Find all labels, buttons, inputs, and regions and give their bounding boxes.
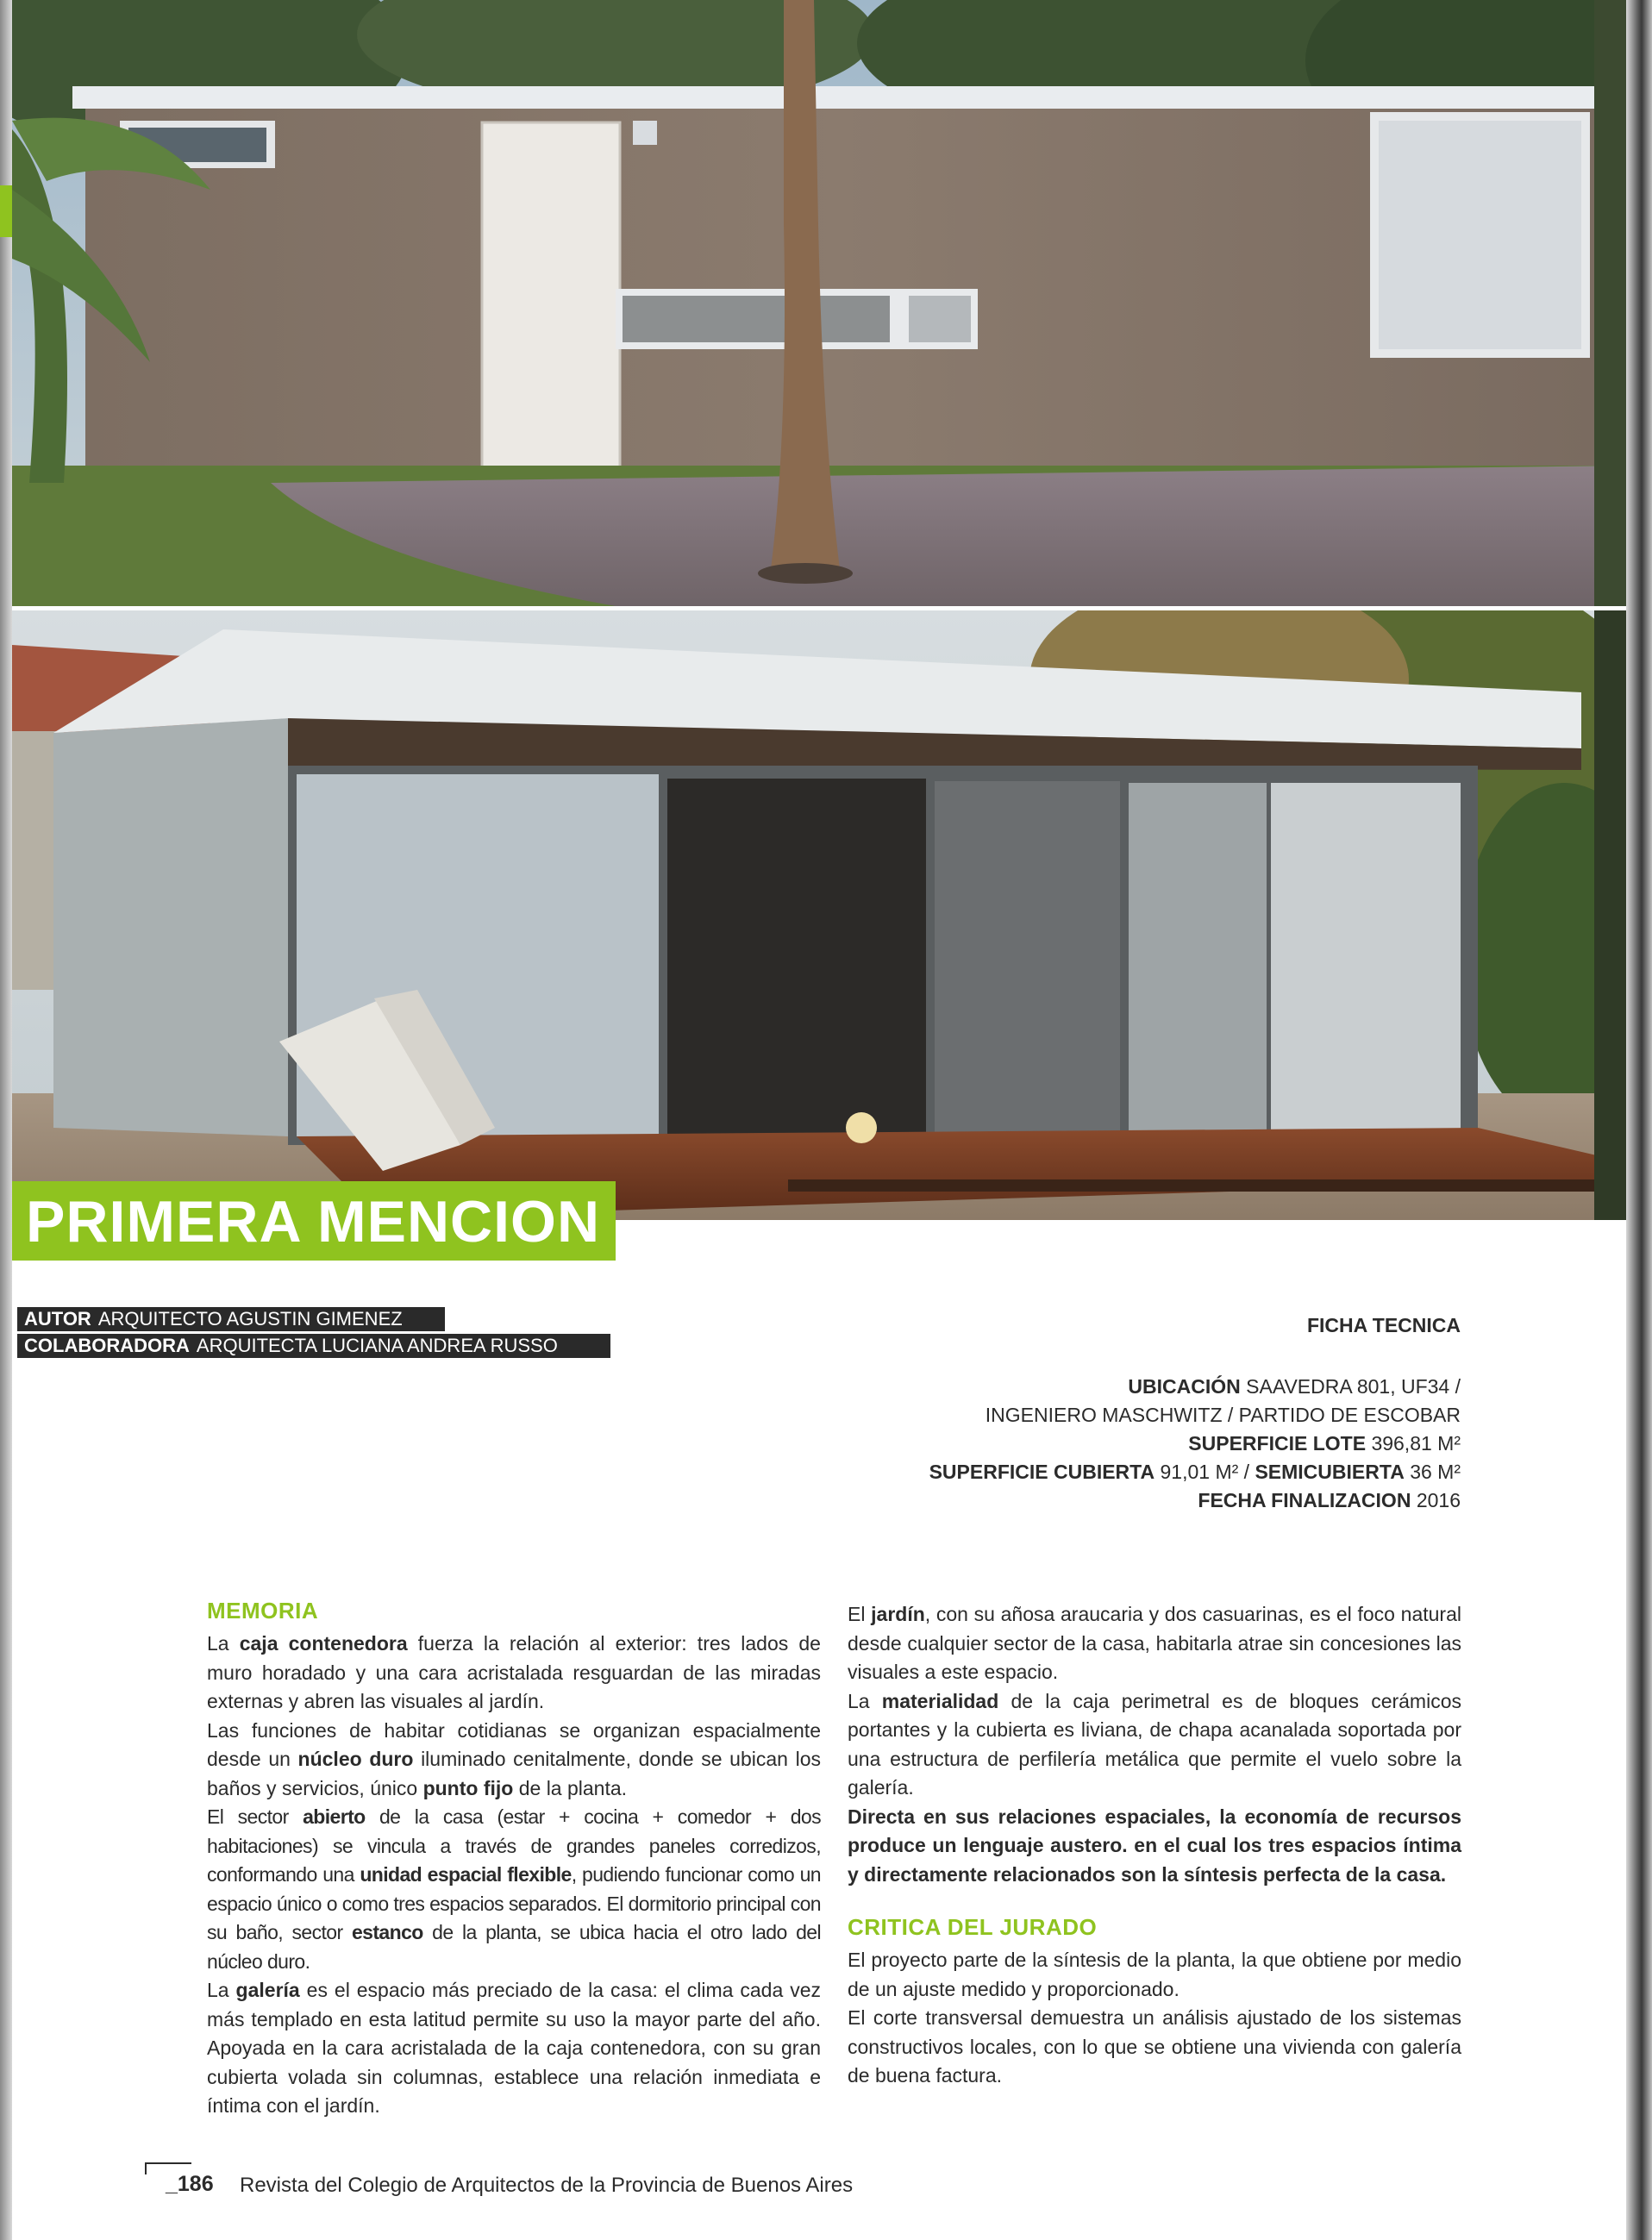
critica-paragraph-2: El corte transversal demuestra un análisis ajustado de los sistemas constructivos locales, con lo que se obtiene una vivienda con galería de buena factura. xyxy=(848,2006,1461,2087)
memoria-text xyxy=(207,1630,821,2121)
right-paragraph-2 xyxy=(848,1687,1461,1803)
ficha-ubicacion-label: UBICACIÓN xyxy=(1128,1375,1241,1398)
text-run: El xyxy=(848,1603,872,1625)
text-run: iluminado cenitalmente, donde se ubican los baños y servicios, único xyxy=(207,1748,821,1799)
text-run: de la caja perimetral es de bloques cerámicos portantes y la cubierta es liviana, de chapa acanalada soportada por una estructura de perfilería metálica que permite el vuelo sobre la galería. xyxy=(848,1689,1461,1799)
ficha-fecha-label: FECHA FINALIZACION xyxy=(1198,1489,1411,1511)
scan-left-edge xyxy=(0,0,12,2240)
ficha-lote-value: 396,81 M² xyxy=(1371,1432,1461,1455)
ficha-superficie-cubierta xyxy=(929,1461,1461,1484)
ficha-ubicacion xyxy=(1128,1375,1461,1398)
text-run: El sector xyxy=(207,1805,303,1828)
page-number: _186 xyxy=(166,2172,214,2196)
critica-paragraph-1: El proyecto parte de la síntesis de la planta, la que obtiene por medio de un ajuste medido y proporcionado. xyxy=(848,1949,1461,2000)
memoria-paragraph-2 xyxy=(207,1717,821,1804)
footer-rule xyxy=(145,2162,191,2164)
text-run-bold: abierto xyxy=(303,1805,366,1828)
text-run-bold: unidad espacial flexible xyxy=(360,1863,572,1886)
right-paragraph-3: Directa en sus relaciones espaciales, la economía de recursos produce un lenguaje austero. en el cual los tres espacios íntima y directamente relacionados son la síntesis perfecta de la casa. xyxy=(848,1805,1461,1886)
footer-rule-tick xyxy=(145,2162,147,2174)
ficha-lote-label: SUPERFICIE LOTE xyxy=(1188,1432,1367,1455)
photo-house-facade xyxy=(12,0,1626,606)
ficha-ubicacion-line-2: INGENIERO MASCHWITZ / PARTIDO DE ESCOBAR xyxy=(985,1404,1461,1426)
text-run-bold: punto fijo xyxy=(422,1776,514,1799)
text-run: , con su añosa araucaria y dos casuarinas, es el foco natural desde cualquier sector de la casa, habitarla atrae sin concesiones las visuales a este espacio. xyxy=(848,1603,1461,1683)
text-run-bold: caja contenedora xyxy=(239,1632,408,1655)
text-run: es el espacio más preciado de la casa: el clima cada vez más templado en esta latitud permite su uso la mayor parte del año. Apoyada en la cara acristalada de la caja contenedora, con su gran cubierta volada sin columnas, establece una relación inmediata e íntima con el jardín. xyxy=(207,1979,821,2117)
ficha-cubierta-label: SUPERFICIE CUBIERTA xyxy=(929,1461,1155,1483)
text-run: , pudiendo funcionar como un espacio único o como tres espacios separados. El dormitorio principal con su baño, sector xyxy=(207,1863,821,1943)
ficha-superficie-lote xyxy=(1188,1432,1461,1455)
text-run-bold: jardín xyxy=(871,1603,925,1625)
right-paragraph-1 xyxy=(848,1600,1461,1687)
text-run-bold: galería xyxy=(235,1979,300,2001)
credit-collaborator xyxy=(17,1334,610,1358)
text-run: fuerza la relación al exterior: tres lados de muro horadado y una cara acristalada resguardan de las miradas externas y abren las visuales al jardín. xyxy=(207,1632,821,1712)
text-run: La xyxy=(207,1632,240,1655)
ficha-ubicacion-value-1: SAAVEDRA 801, UF34 / xyxy=(1246,1375,1461,1398)
credit-author-label: AUTOR xyxy=(24,1308,91,1330)
photo-house-gallery xyxy=(12,610,1626,1220)
memoria-paragraph-3 xyxy=(207,1803,821,1976)
text-run: La xyxy=(848,1689,882,1712)
ficha-fecha xyxy=(1198,1489,1461,1512)
text-run-bold: núcleo duro xyxy=(297,1748,414,1770)
memoria-continued-text xyxy=(848,1600,1461,1889)
credit-collaborator-label: COLABORADORA xyxy=(24,1335,190,1356)
text-run: de la casa (estar + cocina + comedor + dos habitaciones) se vincula a través de grandes paneles corredizos, conformando una xyxy=(207,1805,821,1886)
critica-heading: CRITICA DEL JURADO xyxy=(848,1914,1098,1940)
journal-name: Revista del Colegio de Arquitectos de la Provincia de Buenos Aires xyxy=(240,2174,854,2197)
award-badge xyxy=(12,1181,616,1261)
text-run: Las funciones de habitar cotidianas se organizan espacialmente desde un xyxy=(207,1718,821,1770)
text-run: La xyxy=(207,1979,236,2001)
green-edge-tab xyxy=(0,185,12,237)
text-run-bold: materialidad xyxy=(881,1689,999,1712)
text-run: de la planta, se ubica hacia el otro lado del núcleo duro. xyxy=(207,1921,821,1973)
credit-collaborator-value: ARQUITECTA LUCIANA ANDREA RUSSO xyxy=(196,1335,558,1356)
scan-right-edge xyxy=(1626,0,1652,2240)
critica-text xyxy=(848,1946,1461,2091)
ficha-cubierta-value: 91,01 M² / xyxy=(1160,1461,1250,1483)
text-run-bold: estanco xyxy=(351,1921,423,1943)
credit-author xyxy=(17,1307,445,1331)
text-run: de la planta. xyxy=(513,1776,628,1799)
award-title: PRIMERA MENCION xyxy=(26,1189,601,1255)
memoria-heading: MEMORIA xyxy=(207,1598,319,1624)
ficha-tecnica-title: FICHA TECNICA xyxy=(1306,1314,1461,1336)
ficha-semicubierta-value: 36 M² xyxy=(1410,1461,1461,1483)
credit-author-value: ARQUITECTO AGUSTIN GIMENEZ xyxy=(97,1308,403,1330)
ficha-fecha-value: 2016 xyxy=(1416,1489,1461,1511)
memoria-paragraph-1 xyxy=(207,1630,821,1717)
memoria-paragraph-4 xyxy=(207,1976,821,2121)
ficha-semicubierta-label: SEMICUBIERTA xyxy=(1255,1461,1405,1483)
